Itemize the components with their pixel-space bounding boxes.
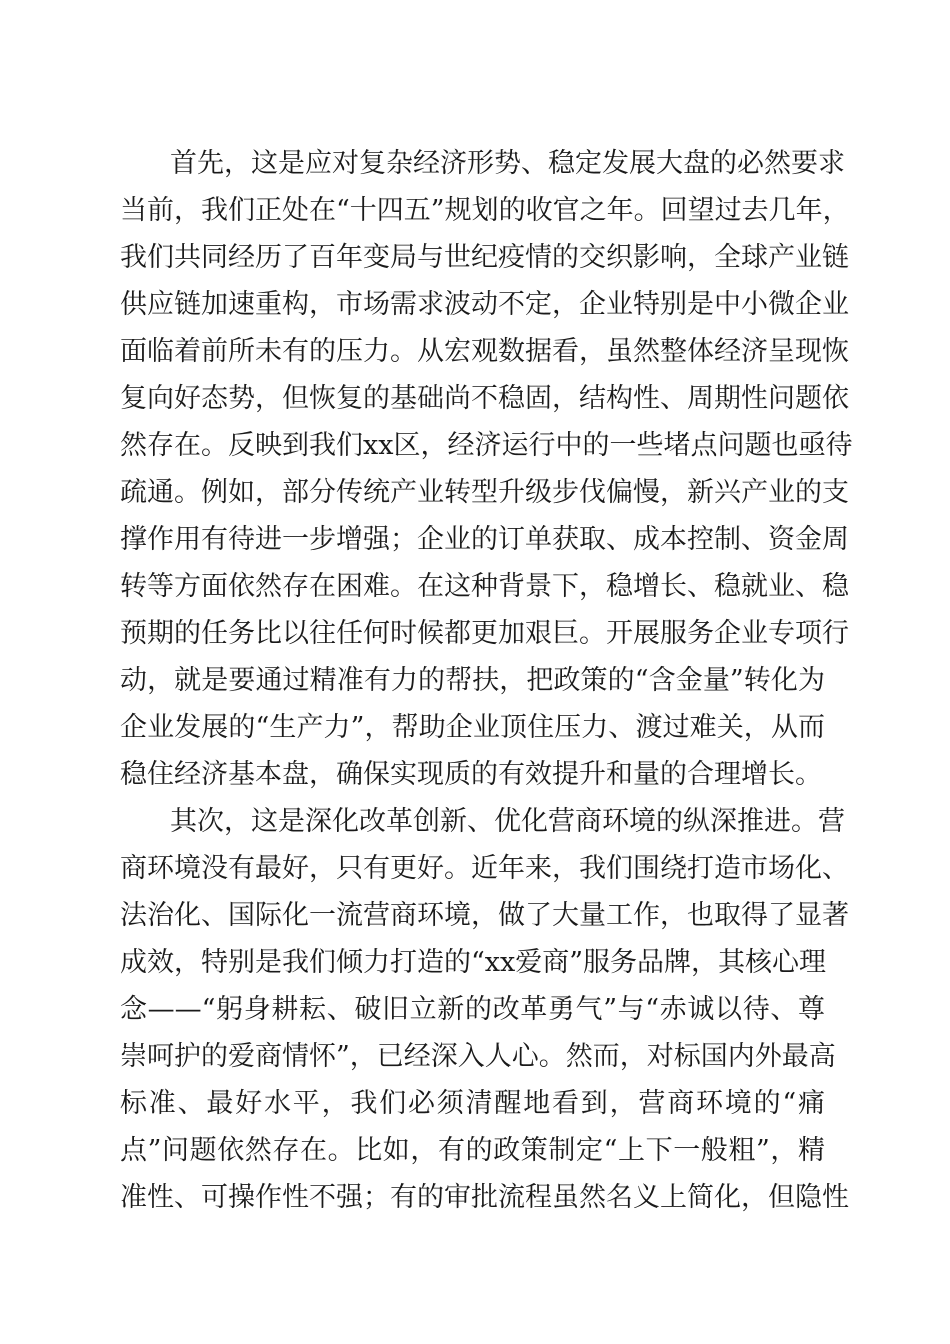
document-body (120, 140, 853, 1221)
paragraph-1-line-2: 当前，我们正处在“十四五”规划的收官之年。回望过去几年， (120, 195, 850, 226)
paragraph-1-line-8: 疏通。例如，部分传统产业转型升级步伐偏慢，新兴产业的支 (120, 477, 849, 508)
paragraph-1-line-11: 预期的任务比以往任何时候都更加艰巨。开展服务企业专项行 (120, 618, 849, 649)
paragraph-2-line-7: 标准、最好水平，我们必须清醒地看到，营商环境的“痛 (120, 1088, 825, 1119)
paragraph-2-line-6: 崇呵护的爱商情怀”，已经深入人心。然而，对标国内外最高 (120, 1041, 836, 1072)
paragraph-1-line-13: 企业发展的“生产力”，帮助企业顶住压力、渡过难关，从而 (120, 712, 825, 743)
paragraph-1-line-9: 撑作用有待进一步增强；企业的订单获取、成本控制、资金周 (120, 524, 849, 555)
paragraph-1-line-4: 供应链加速重构，市场需求波动不定，企业特别是中小微企业 (120, 289, 849, 320)
paragraph-2-line-1: 其次，这是深化改革创新、优化营商环境的纵深推进。营 (170, 806, 845, 837)
paragraph-2-line-2: 商环境没有最好，只有更好。近年来，我们围绕打造市场化、 (120, 853, 849, 884)
paragraph-1-line-14: 稳住经济基本盘，确保实现质的有效提升和量的合理增长。 (120, 759, 822, 790)
paragraph-1-line-10: 转等方面依然存在困难。在这种背景下，稳增长、稳就业、稳 (120, 571, 849, 602)
paragraph-2-line-5: 念——“躬身耕耘、破旧立新的改革勇气”与“赤诚以待、尊 (120, 994, 825, 1025)
paragraph-1-line-5: 面临着前所未有的压力。从宏观数据看，虽然整体经济呈现恢 (120, 336, 849, 367)
paragraph-2-line-3: 法治化、国际化一流营商环境，做了大量工作，也取得了显著 (120, 900, 849, 931)
paragraph-2-line-8: 点”问题依然存在。比如，有的政策制定“上下一般粗”，精 (120, 1135, 825, 1166)
paragraph-2-line-4: 成效，特别是我们倾力打造的“xx爱商”服务品牌，其核心理 (120, 947, 827, 978)
paragraph-1-line-7: 然存在。反映到我们xx区，经济运行中的一些堵点问题也亟待 (120, 430, 853, 461)
paragraph-1-line-1: 首先，这是应对复杂经济形势、稳定发展大盘的必然要求 (170, 148, 845, 179)
paragraph-1-line-3: 我们共同经历了百年变局与世纪疫情的交织影响，全球产业链 (120, 242, 849, 273)
paragraph-2-line-9: 准性、可操作性不强；有的审批流程虽然名义上简化，但隐性 (120, 1182, 849, 1213)
paragraph-1-line-12: 动，就是要通过精准有力的帮扶，把政策的“含金量”转化为 (120, 665, 825, 696)
paragraph-1-line-6: 复向好态势，但恢复的基础尚不稳固，结构性、周期性问题依 (120, 383, 849, 414)
